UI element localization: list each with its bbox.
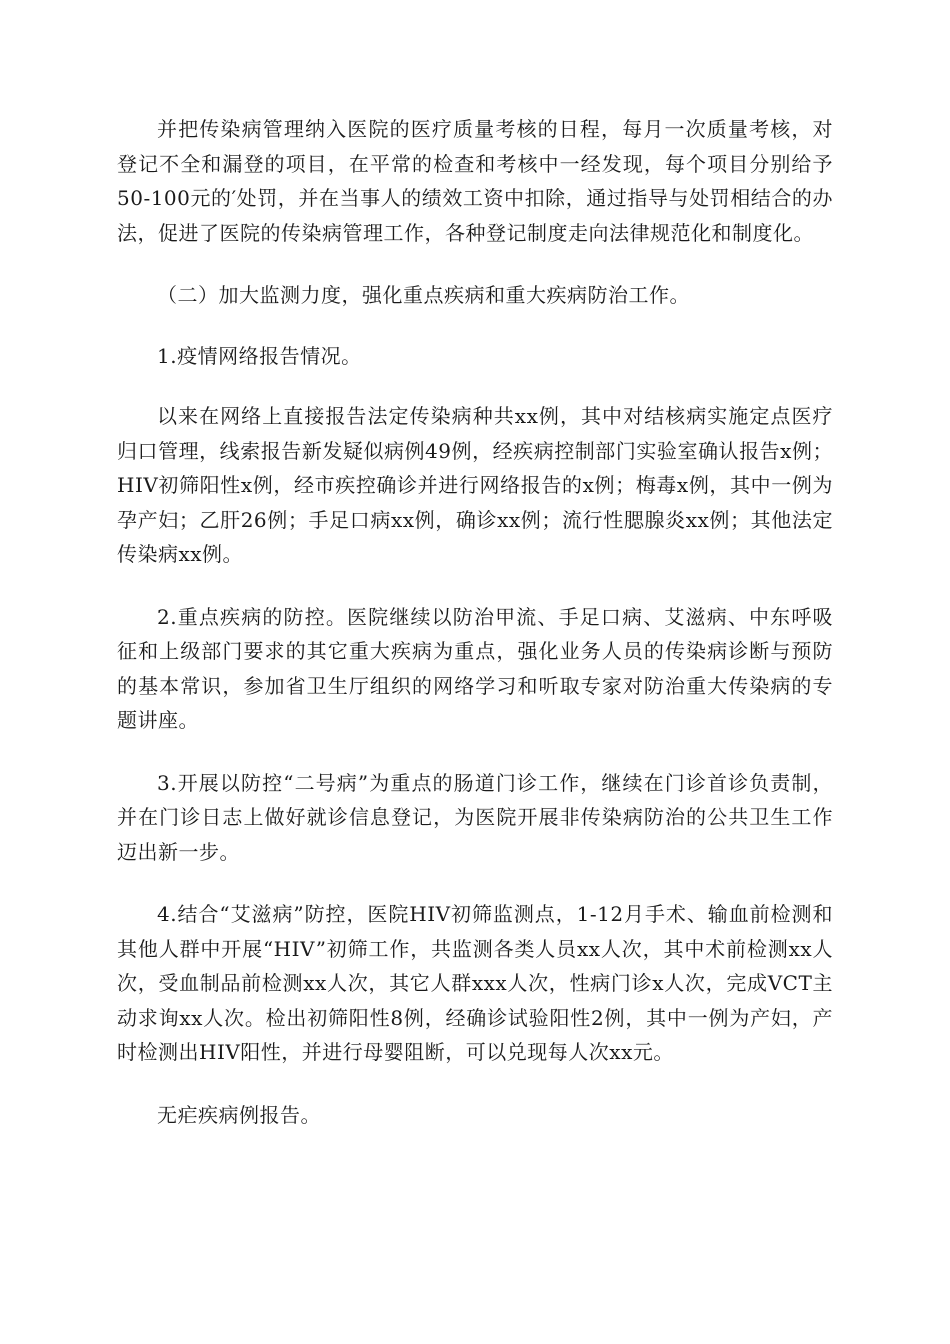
paragraph-quality-assessment: 并把传染病管理纳入医院的医疗质量考核的日程，每月一次质量考核，对登记不全和漏登的项目，在平常的检查和考核中一经发现，每个项目分别给予50-100元的′处罚，并在当事人的绩效工资中扣除，通过指导与处罚相结合的办法，促进了医院的传染病管理工作，各种登记制度走向法律规范化和制度化。 (117, 117, 833, 245)
paragraph-network-report: 以来在网络上直接报告法定传染病种共xx例，其中对结核病实施定点医疗归口管理，线索报告新发疑似病例49例，经疾病控制部门实验室确认报告x例；HIV初筛阳性x例，经市疾控确诊并进行网络报告的x例；梅毒x例，其中一例为孕产妇；乙肝26例；手足口病xx例，确诊xx例；流行性腮腺炎xx例；其他法定传染病xx例。 (117, 404, 833, 566)
paragraph-key-disease-control: 2.重点疾病的防控。医院继续以防治甲流、手足口病、艾滋病、中东呼吸征和上级部门要求的其它重大疾病为重点，强化业务人员的传染病诊断与预防的基本常识，参加省卫生厅组织的网络学习和听取专家对防治重大传染病的专题讲座。 (117, 604, 833, 732)
paragraph-malaria: 无疟疾病例报告。 (157, 1102, 321, 1127)
paragraph-intestinal-clinic: 3.开展以防控“二号病”为重点的肠道门诊工作，继续在门诊首诊负责制，并在门诊日志上做好就诊信息登记，为医院开展非传染病防治的公共卫生工作迈出新一步。 (117, 770, 833, 864)
subheading-network-report: 1.疫情网络报告情况。 (157, 343, 362, 368)
section-heading-monitoring: （二）加大监测力度，强化重点疾病和重大疾病防治工作。 (157, 283, 690, 307)
document-body (117, 112, 833, 1160)
paragraph-hiv-screening: 4.结合“艾滋病”防控，医院HIV初筛监测点，1-12月手术、输血前检测和其他人群中开展“HIV”初筛工作，共监测各类人员xx人次，其中术前检测xx人次，受血制品前检测xx人次，其它人群xxx人次，性病门诊x人次，完成VCT主动求询xx人次。检出初筛阳性8例，经确诊试验阳性2例，其中一例为产妇，产时检测出HIV阳性，并进行母婴阻断，可以兑现每人次xx元。 (117, 902, 833, 1064)
